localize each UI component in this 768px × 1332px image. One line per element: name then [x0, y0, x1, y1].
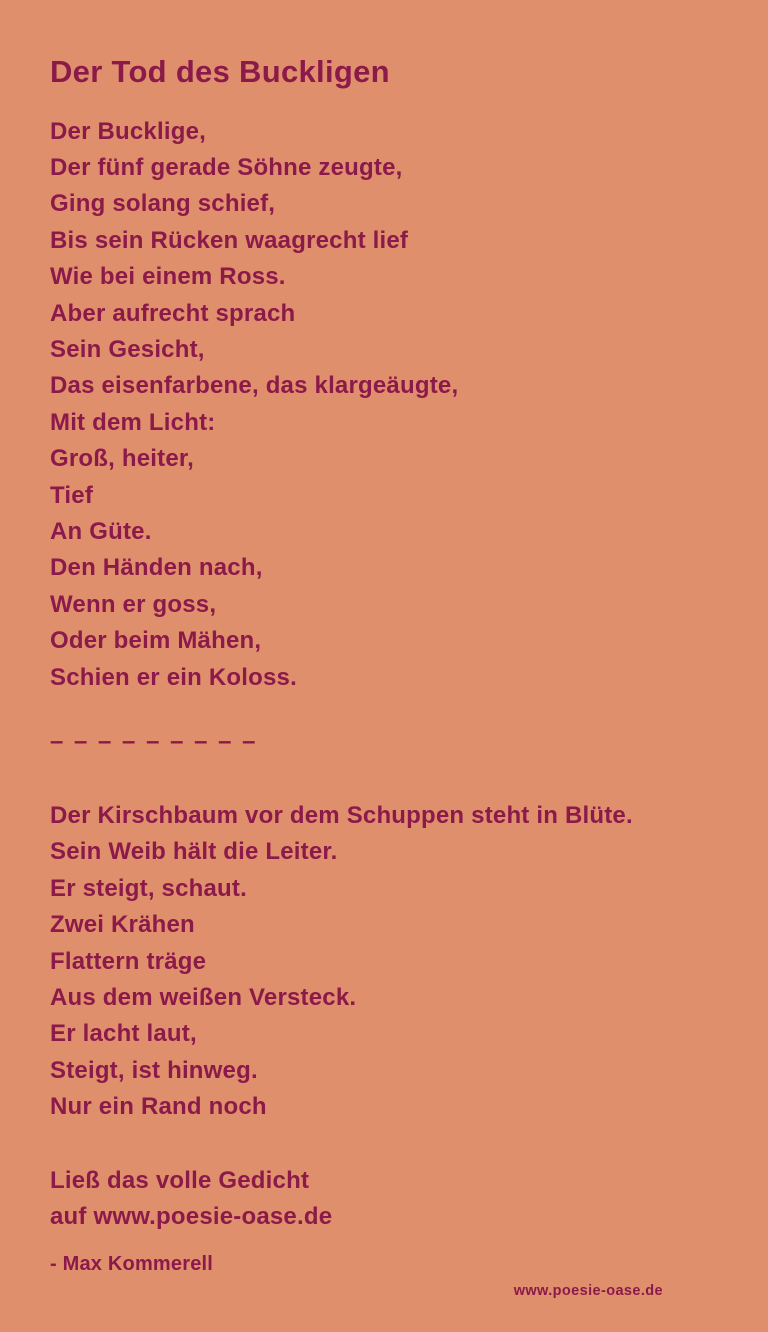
- poem-line: Der fünf gerade Söhne zeugte,: [50, 153, 403, 181]
- poem-line: Schien er ein Koloss.: [50, 663, 297, 691]
- poem-line: Mit dem Licht:: [50, 408, 216, 436]
- poem-line: Flattern träge: [50, 947, 207, 975]
- stanza-2: [50, 798, 728, 1126]
- poem-line: Aber aufrecht sprach: [50, 299, 296, 327]
- cta-lines: [50, 1163, 728, 1236]
- poem-line: Groß, heiter,: [50, 445, 194, 473]
- stanza-divider: – – – – – – – – –: [50, 728, 258, 756]
- poem-line: Wie bei einem Ross.: [50, 263, 286, 291]
- poem-attribution: - Max Kommerell: [50, 1252, 214, 1275]
- poem-line: Wenn er goss,: [50, 590, 217, 618]
- stanza-1: [50, 114, 728, 697]
- poem-line: Nur ein Rand noch: [50, 1093, 267, 1121]
- poem-line: Oder beim Mähen,: [50, 627, 262, 655]
- poem-line: Er steigt, schaut.: [50, 874, 247, 902]
- poem-title: Der Tod des Buckligen: [50, 54, 390, 89]
- poem-line: Sein Weib hält die Leiter.: [50, 838, 338, 866]
- poem-line: Sein Gesicht,: [50, 335, 205, 363]
- poem-line: Zwei Krähen: [50, 911, 195, 939]
- poem-line: Aus dem weißen Versteck.: [50, 984, 357, 1012]
- poem-line: Steigt, ist hinweg.: [50, 1056, 258, 1084]
- poem-line: Tief: [50, 481, 94, 509]
- poem-line: Bis sein Rücken waagrecht lief: [50, 226, 409, 254]
- poem-line: Ließ das volle Gedicht: [50, 1166, 310, 1194]
- poem-line: Der Kirschbaum vor dem Schuppen steht in Blüte.: [50, 802, 633, 830]
- poem-line: Den Händen nach,: [50, 554, 263, 582]
- footer-site-url: www.poesie-oase.de: [513, 1283, 663, 1299]
- poem-line: Der Bucklige,: [50, 117, 206, 145]
- poem-line: auf www.poesie-oase.de: [50, 1203, 333, 1231]
- poem-line: An Güte.: [50, 518, 152, 546]
- poem-line: Ging solang schief,: [50, 190, 276, 218]
- poem-line: Er lacht laut,: [50, 1020, 197, 1048]
- poem-line: Das eisenfarbene, das klargeäugte,: [50, 372, 459, 400]
